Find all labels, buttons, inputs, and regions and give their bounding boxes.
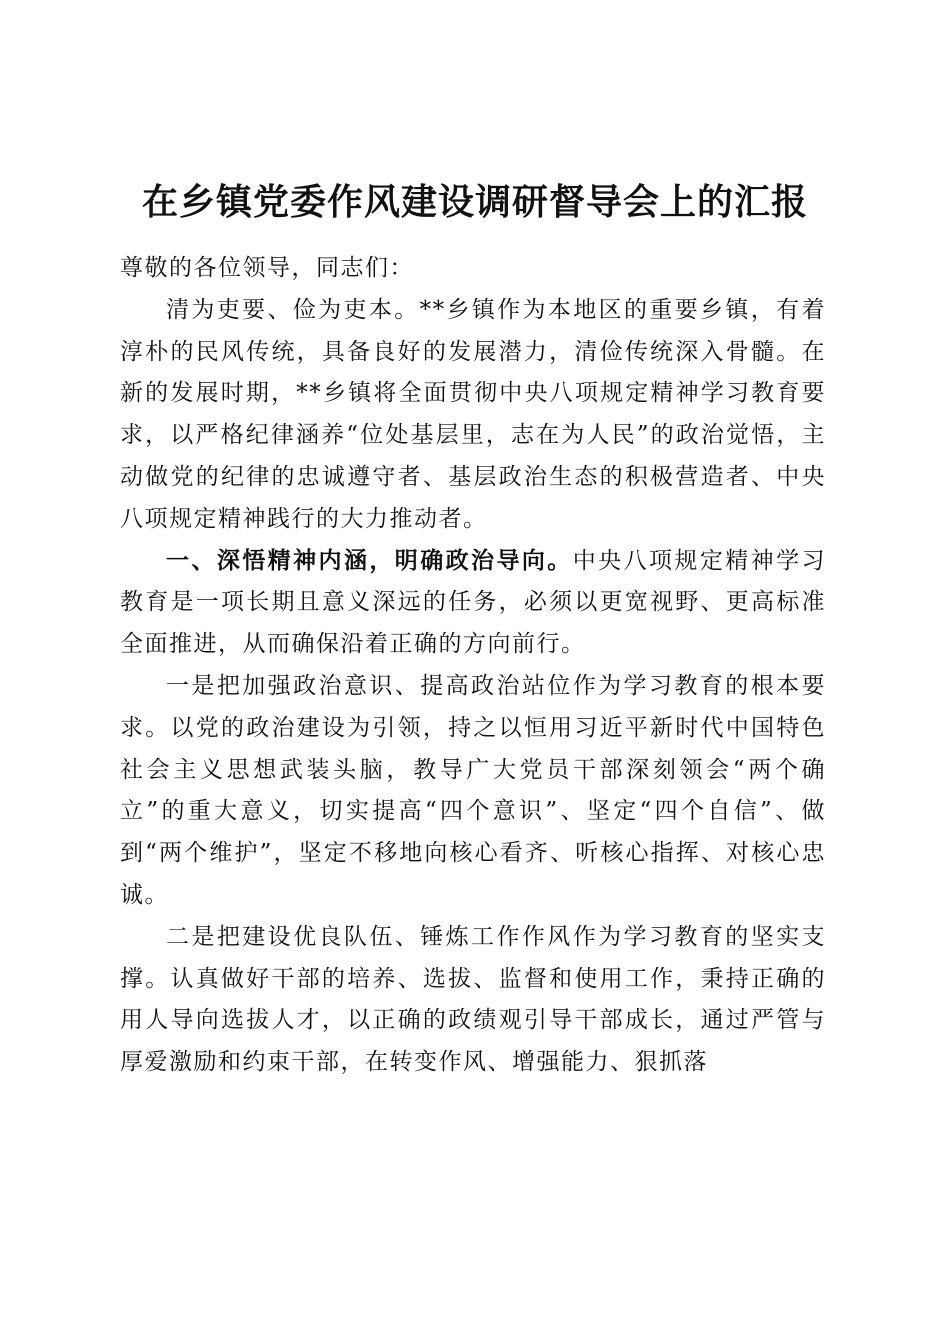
section-heading: 一、深悟精神内涵，明确政治导向。 xyxy=(166,547,573,574)
document-title: 在乡镇党委作风建设调研督导会上的汇报 xyxy=(141,181,808,223)
paragraph-point-one xyxy=(120,666,826,917)
paragraph-text: 二是把建设优良队伍、锤炼工作作风作为学习教育的坚实支撑。认真做好干部的培养、选拔、监督和使用工作，秉持正确的用人导向选拔人才，以正确的政绩观引导干部成长，通过严管与厚爱激励和约束干部，在转变作风、增强能力、狠抓落 xyxy=(120,923,826,1076)
paragraph-point-two xyxy=(120,917,826,1084)
paragraph-text: 一是把加强政治意识、提高政治站位作为学习教育的根本要求。以党的政治建设为引领，持之以恒用习近平新时代中国特色社会主义思想武装头脑，教导广大党员干部深刻领会“两个确立”的重大意义，切实提高“四个意识”、坚定“四个自信”、做到“两个维护”，坚定不移地向核心看齐、听核心指挥、对核心忠诚。 xyxy=(120,672,826,908)
paragraph-text: 中央八项规定精神学习教育是一项长期且意义深远的任务，必须以更宽视野、更高标准全面推进，从而确保沿着正确的方向前行。 xyxy=(120,547,827,658)
paragraph-intro xyxy=(120,290,826,541)
salutation: 尊敬的各位领导，同志们： xyxy=(120,255,414,281)
paragraph-text: 清为吏要、俭为吏本。**乡镇作为本地区的重要乡镇，有着淳朴的民风传统，具备良好的发展潜力，清俭传统深入骨髓。在新的发展时期，**乡镇将全面贯彻中央八项规定精神学习教育要求，以严格纪律涵养“位处基层里，志在为人民”的政治觉悟，主动做党的纪律的忠诚遵守者、基层政治生态的积极营造者、中央八项规定精神践行的大力推动者。 xyxy=(120,296,826,532)
document-body xyxy=(120,248,826,1084)
paragraph-section-one xyxy=(120,541,826,666)
